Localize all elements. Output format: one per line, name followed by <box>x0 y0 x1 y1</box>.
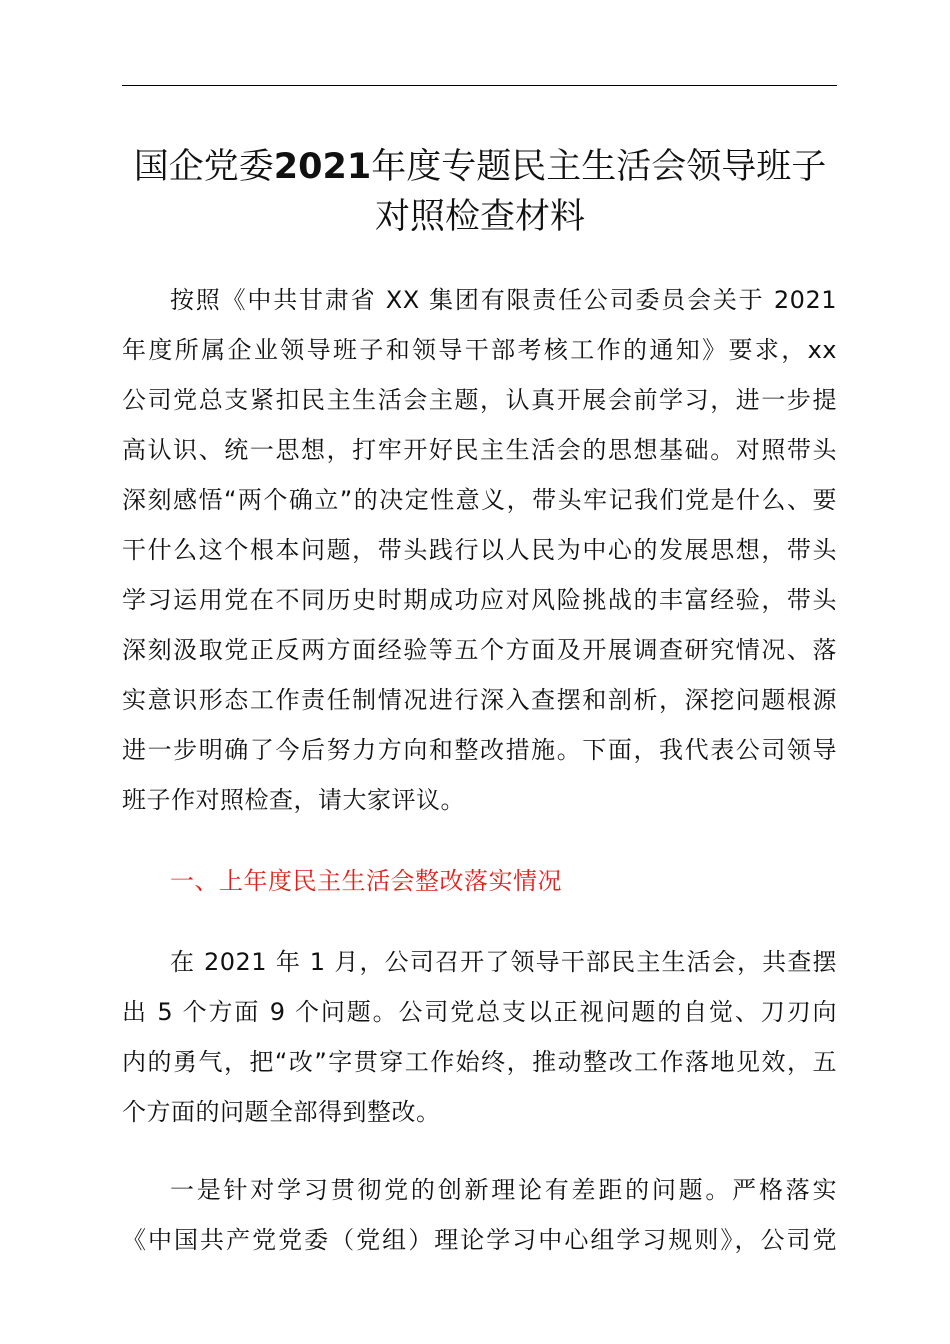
spacer <box>122 1140 837 1168</box>
paragraph-rectification <box>122 940 837 1140</box>
paragraph-line: 实意识形态工作责任制情况进行深入查摆和剖析，深挖问题根源 <box>122 686 837 714</box>
paragraph-line: 一是针对学习贯彻党的创新理论有差距的问题。严格落实 <box>170 1176 837 1204</box>
spacer <box>122 909 837 940</box>
paragraph-line: 《中国共产党党委（党组）理论学习中心组学习规则》，公司党 <box>122 1226 837 1254</box>
paragraph-line: 深刻感悟“两个确立”的决定性意义，带头牢记我们党是什么、要 <box>122 486 837 514</box>
header-rule <box>122 85 837 86</box>
paragraph-intro <box>122 278 837 828</box>
title-line-1: 国企党委2021年度专题民主生活会领导班子 <box>133 147 827 187</box>
paragraph-line: 班子作对照检查，请大家评议。 <box>122 786 465 814</box>
paragraph-line: 内的勇气，把“改”字贯穿工作始终，推动整改工作落地见效，五 <box>122 1048 837 1076</box>
document-title <box>110 142 850 242</box>
document-body <box>122 278 837 1268</box>
paragraph-theory-study <box>122 1168 837 1268</box>
paragraph-line: 学习运用党在不同历史时期成功应对风险挑战的丰富经验，带头 <box>122 586 837 614</box>
paragraph-line: 进一步明确了今后努力方向和整改措施。下面，我代表公司领导 <box>122 736 837 764</box>
title-line-2: 对照检查材料 <box>374 197 585 237</box>
paragraph-line: 公司党总支紧扣民主生活会主题，认真开展会前学习，进一步提 <box>122 386 837 414</box>
paragraph-line: 出 5 个方面 9 个问题。公司党总支以正视问题的自觉、刀刃向 <box>122 998 837 1026</box>
paragraph-line: 按照《中共甘肃省 XX 集团有限责任公司委员会关于 2021 <box>170 286 837 314</box>
paragraph-line: 高认识、统一思想，打牢开好民主生活会的思想基础。对照带头 <box>122 436 837 464</box>
paragraph-line: 在 2021 年 1 月，公司召开了领导干部民主生活会，共查摆 <box>170 948 837 976</box>
spacer <box>122 828 837 859</box>
paragraph-line: 深刻汲取党正反两方面经验等五个方面及开展调查研究情况、落 <box>122 636 837 664</box>
paragraph-line: 干什么这个根本问题，带头践行以人民为中心的发展思想，带头 <box>122 536 837 564</box>
paragraph-line: 年度所属企业领导班子和领导干部考核工作的通知》要求，xx <box>122 336 837 364</box>
section-heading: 一、上年度民主生活会整改落实情况 <box>170 867 562 895</box>
paragraph-line: 个方面的问题全部得到整改。 <box>122 1098 441 1126</box>
